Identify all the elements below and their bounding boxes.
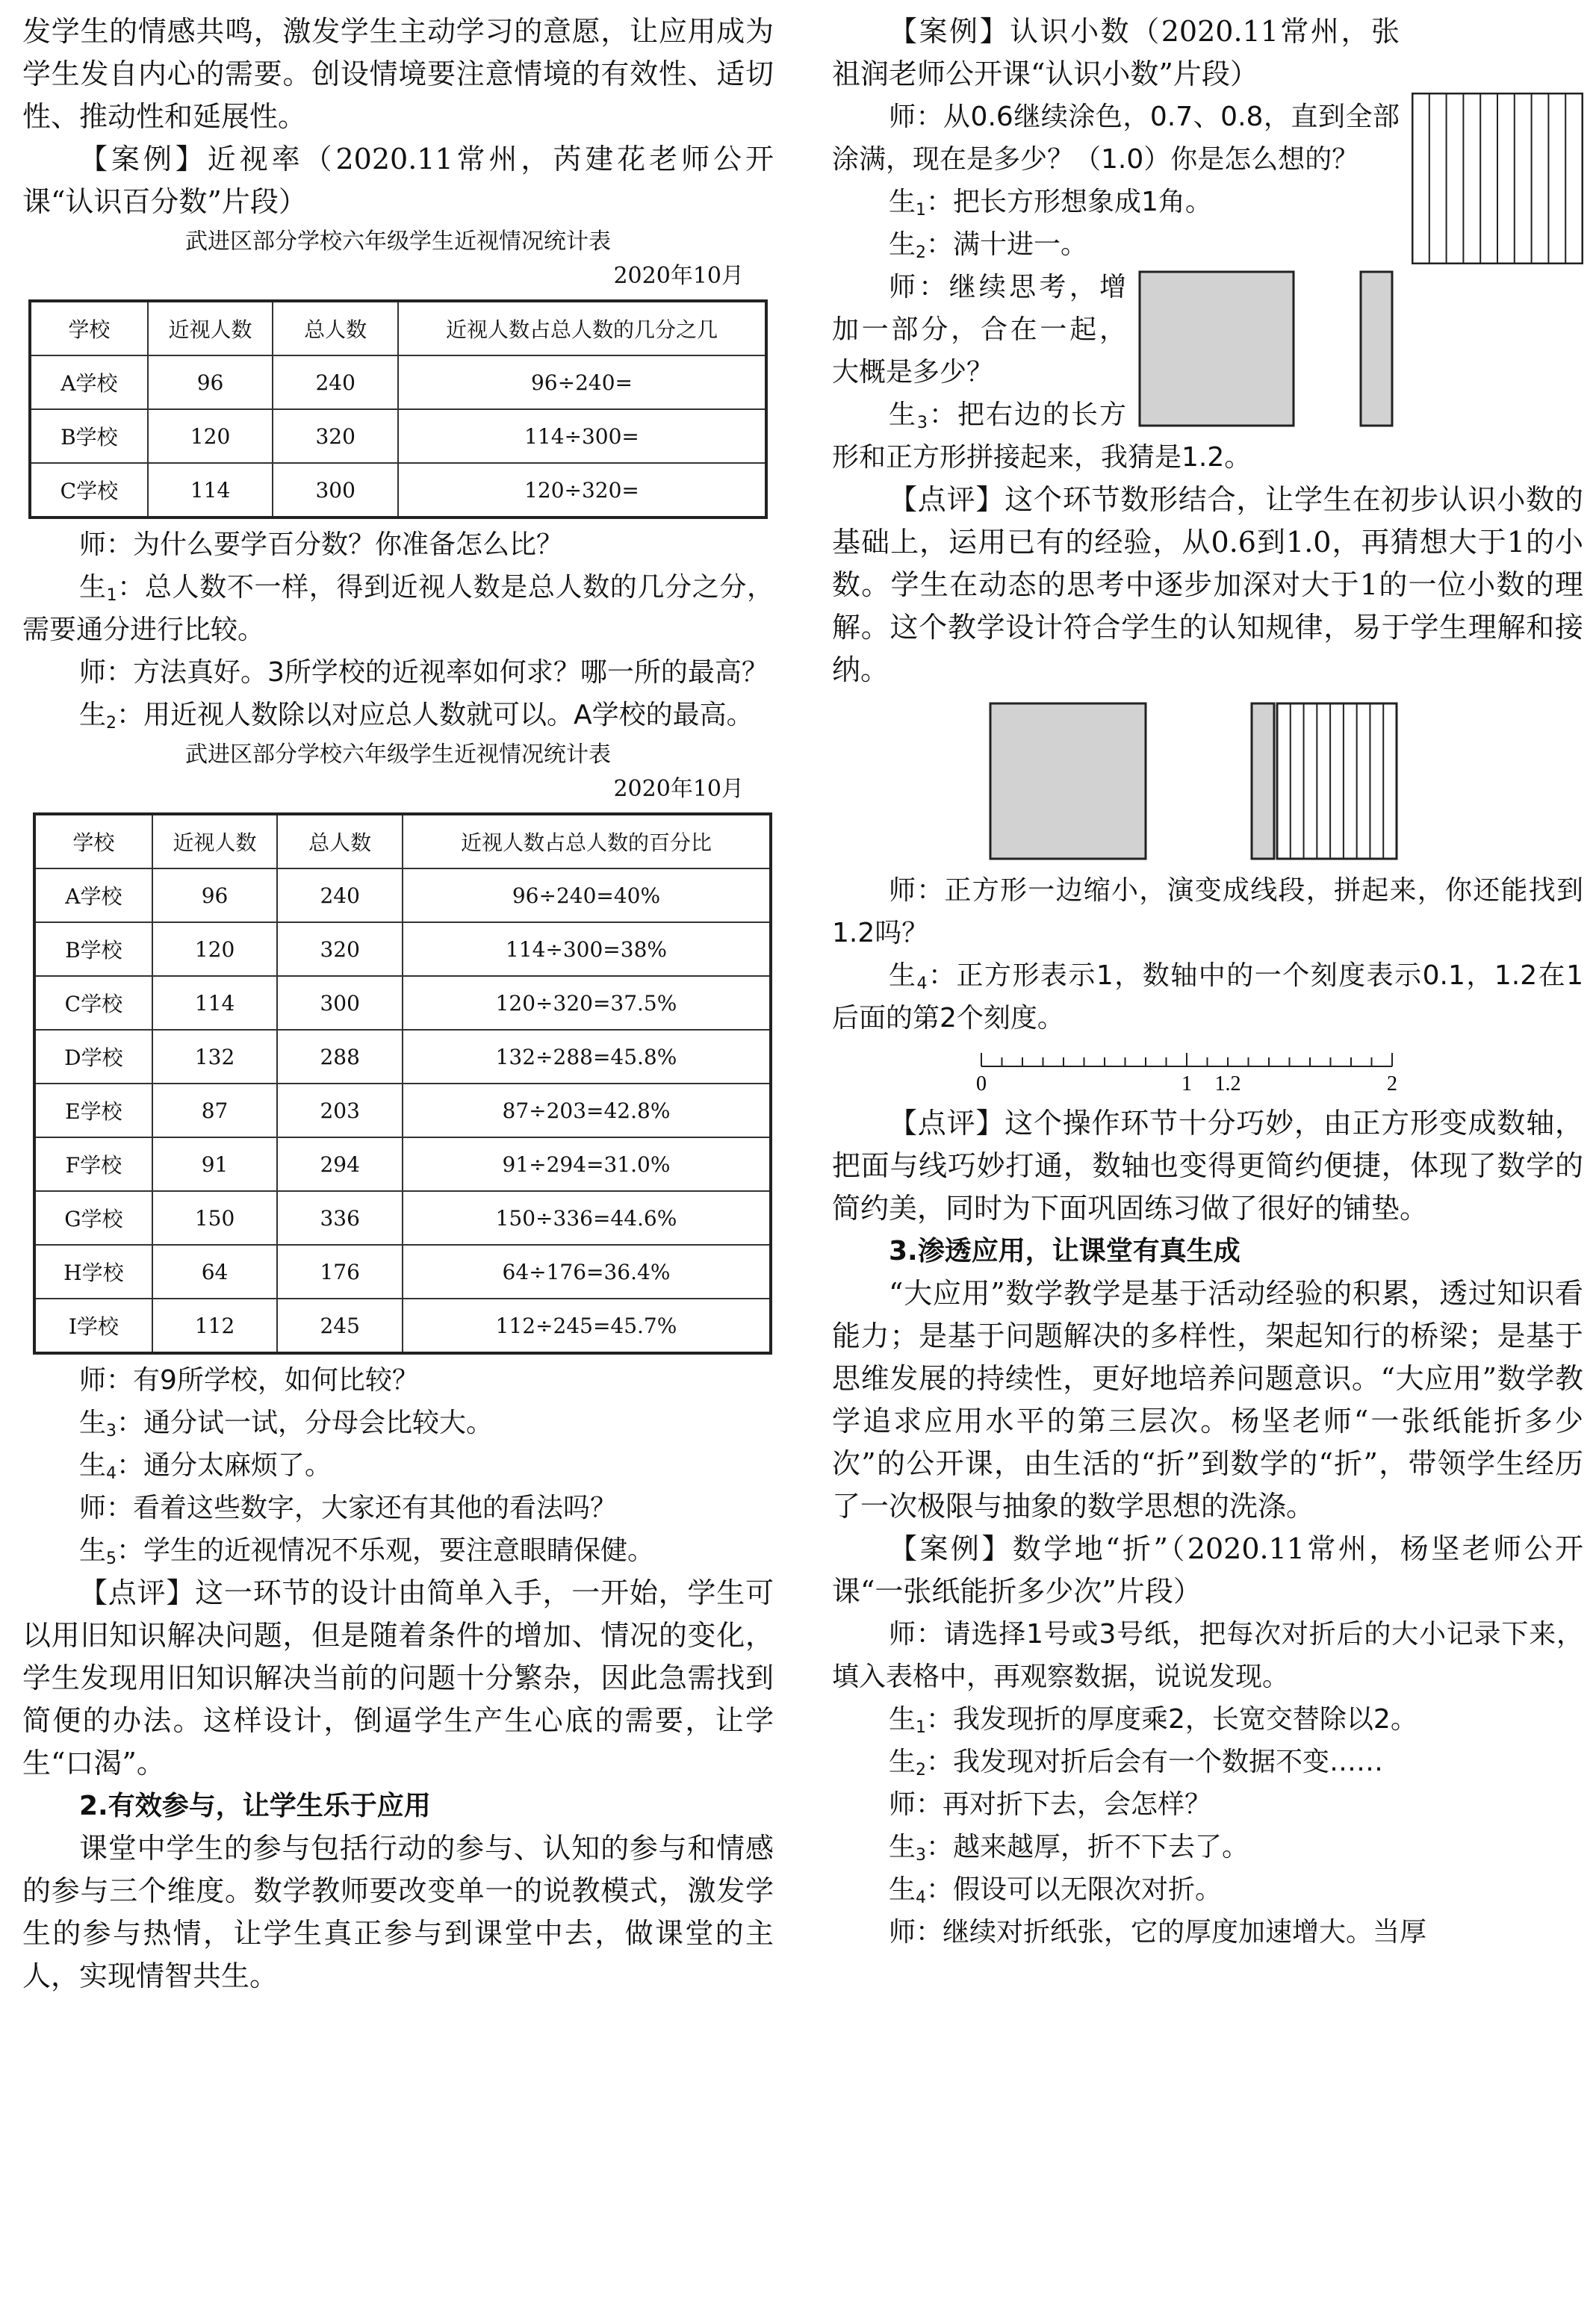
square-and-strip: [1138, 270, 1400, 427]
speaker-index: 1: [916, 1718, 927, 1737]
table-row: [30, 463, 766, 518]
table-cell: 96: [152, 868, 278, 922]
speaker-label: 生: [79, 1408, 107, 1438]
dialogue-text: ：把右边的长方形和正方形拼接起来，我猜是1.2。: [832, 400, 1252, 473]
case-heading-myopia: 【案例】近视率（2020.11常州，芮建花老师公开课“认识百分数”片段）: [22, 143, 774, 218]
dialogue-line: [22, 1529, 774, 1572]
dialogue-line: [22, 694, 774, 736]
dialogue-text: ：假设可以无限次对折。: [926, 1874, 1223, 1905]
table-cell: 120÷320=37.5%: [403, 976, 771, 1030]
table-cell: 150: [152, 1191, 278, 1245]
speaker-index: 4: [916, 975, 928, 993]
table-row: [34, 1191, 771, 1245]
speaker-index: 3: [916, 1846, 927, 1865]
table-cell: A学校: [30, 355, 148, 409]
strips-group: [1250, 702, 1400, 862]
table2-date: 2020年10月: [613, 776, 744, 802]
table1-body: [30, 355, 766, 518]
dialogue-line: [22, 1444, 774, 1487]
table-cell: 288: [277, 1030, 403, 1084]
dialogue-line: [22, 566, 774, 651]
table-cell: 96: [148, 355, 273, 409]
square-vs-strips-figure: [832, 702, 1583, 862]
case-heading-decimals: 【案例】认识小数（2020.11常州，张祖润老师公开课“认识小数”片段）: [832, 15, 1400, 90]
dialogue-text: ：我发现对折后会有一个数据不变……: [926, 1747, 1384, 1777]
dialogue-line: [832, 1741, 1583, 1783]
column-header: 近视人数: [148, 301, 273, 355]
case-heading-folding: 【案例】数学地“折”（2020.11常州，杨坚老师公开课“一张纸能折多少次”片段）: [832, 1532, 1583, 1608]
table-cell: D学校: [34, 1030, 152, 1084]
speaker-index: 2: [106, 714, 117, 733]
table-cell: 240: [277, 868, 403, 922]
dialogue-line: [832, 1826, 1583, 1868]
speaker-label: 生: [79, 1450, 107, 1481]
column-header: 总人数: [277, 814, 403, 868]
dialogue-text: ：学生的近视情况不乐观，要注意眼睛保健。: [117, 1535, 655, 1566]
dialogue-line: [22, 1402, 774, 1444]
table-row: [34, 1137, 771, 1191]
table-cell: 320: [273, 409, 398, 463]
table-cell: C学校: [30, 463, 148, 518]
dialogue-line: 师：方法真好。3所学校的近视率如何求？哪一所的最高？: [79, 657, 768, 688]
speaker-index: 2: [916, 1761, 927, 1780]
table-cell: E学校: [34, 1084, 152, 1137]
dialogue-line: 师：请选择1号或3号纸，把每次对折后的大小记录下来，填入表格中，再观察数据，说说发现。: [832, 1619, 1583, 1692]
speaker-label: 生: [889, 1832, 916, 1862]
section-heading: 3.渗透应用，让课堂有真生成: [889, 1236, 1241, 1266]
table-cell: A学校: [34, 868, 152, 922]
column-header: 近视人数占总人数的几分之几: [398, 301, 766, 355]
table-cell: 120: [152, 922, 278, 976]
section-heading: 2.有效参与，让学生乐于应用: [79, 1791, 431, 1821]
table-cell: 176: [277, 1245, 403, 1299]
table-cell: 96÷240=: [398, 355, 766, 409]
table-row: [34, 1030, 771, 1084]
table-cell: 150÷336=44.6%: [403, 1191, 771, 1245]
dialogue-line: 师：从0.6继续涂色，0.7、0.8，直到全部涂满，现在是多少？（1.0）你是怎么想的？: [832, 102, 1400, 175]
unit-square: [1140, 272, 1294, 426]
number-line: [974, 1044, 1422, 1096]
speaker-index: 2: [916, 243, 927, 262]
dialogue-line: 师：继续对折纸张，它的厚度加速增大。当厚: [889, 1917, 1427, 1948]
table1-date: 2020年10月: [613, 263, 744, 289]
table-cell: 132: [152, 1030, 278, 1084]
dialogue-text: ：总人数不一样，得到近视人数是总人数的几分之分，需要通分进行比较。: [22, 572, 774, 645]
table-cell: 112÷245=45.7%: [403, 1299, 771, 1353]
dialogue-line: 师：继续思考，增加一部分，合在一起，大概是多少？: [832, 272, 1126, 388]
column-header: 学校: [30, 301, 148, 355]
speaker-label: 生: [889, 960, 917, 991]
table-cell: 245: [277, 1299, 403, 1353]
table-cell: 114: [148, 463, 273, 518]
table2-title: 武进区部分学校六年级学生近视情况统计表: [185, 742, 611, 768]
number-line-figure: [832, 1044, 1583, 1099]
table-cell: H学校: [34, 1245, 152, 1299]
speaker-label: 生: [79, 1535, 107, 1566]
table-cell: 112: [152, 1299, 278, 1353]
table-cell: 87: [152, 1084, 278, 1137]
body-paragraph: “大应用”数学教学是基于活动经验的积累，透过知识看能力；是基于问题解决的多样性，架起知行的桥梁；是基于思维发展的持续性，更好地培养问题意识。“大应用”数学教学追求应用水平的第三层次。杨坚老师“一张纸能折多少次”的公开课，由生活的“折”到数学的“折”，带领学生经历了一次极限与抽象的数学思想的洗涤。: [832, 1277, 1583, 1523]
speaker-label: 生: [889, 400, 917, 430]
table-cell: 203: [277, 1084, 403, 1137]
table-row: [34, 868, 771, 922]
table-cell: 96÷240=40%: [403, 868, 771, 922]
axis-tick-label: 2: [1387, 1072, 1397, 1095]
table-cell: 114÷300=38%: [403, 922, 771, 976]
speaker-label: 生: [79, 700, 107, 730]
table-cell: 320: [277, 922, 403, 976]
table-row: [34, 922, 771, 976]
speaker-index: 3: [917, 414, 928, 432]
table-cell: 300: [277, 976, 403, 1030]
table-row: [30, 409, 766, 463]
speaker-index: 5: [106, 1550, 117, 1568]
tenth-strip: [1361, 272, 1392, 426]
table-cell: B学校: [34, 922, 152, 976]
dialogue-text: ：把长方形想象成1角。: [926, 187, 1212, 217]
dialogue-text: ：我发现折的厚度乘2，长宽交替除以2。: [926, 1704, 1418, 1735]
column-header: 学校: [34, 814, 152, 868]
dialogue-line: 师：看着这些数字，大家还有其他的看法吗？: [79, 1493, 618, 1523]
speaker-index: 4: [916, 1889, 927, 1907]
table-cell: 120: [148, 409, 273, 463]
table-cell: 132÷288=45.8%: [403, 1030, 771, 1084]
table-row: [34, 1084, 771, 1137]
speaker-index: 1: [106, 586, 117, 605]
speaker-index: 1: [916, 201, 927, 220]
table-cell: 294: [277, 1137, 403, 1191]
table-cell: 64÷176=36.4%: [403, 1245, 771, 1299]
table-cell: 300: [273, 463, 398, 518]
speaker-label: 生: [889, 1874, 916, 1905]
table-header-row: [34, 814, 771, 868]
speaker-label: 生: [889, 187, 916, 217]
square-and-strip-figure: [1138, 270, 1400, 430]
right-column: [832, 10, 1583, 1954]
comment-paragraph: 【点评】这一环节的设计由简单入手，一开始，学生可以用旧知识解决问题，但是随着条件的增加、情况的变化，学生发现用旧知识解决当前的问题十分繁杂，因此急需找到简便的办法。这样设计，倒逼学生产生心底的需要，让学生“口渴”。: [22, 1576, 774, 1780]
column-header: 近视人数: [152, 814, 278, 868]
table-cell: F学校: [34, 1137, 152, 1191]
table-row: [30, 355, 766, 409]
axis-tick-label: 1.2: [1214, 1072, 1241, 1095]
table-cell: C学校: [34, 976, 152, 1030]
speaker-label: 生: [889, 1747, 916, 1777]
table-cell: B学校: [30, 409, 148, 463]
table-cell: 114÷300=: [398, 409, 766, 463]
speaker-label: 生: [79, 572, 107, 603]
intro-paragraph: 发学生的情感共鸣，激发学生主动学习的意愿，让应用成为学生发自内心的需要。创设情境要注意情境的有效性、适切性、推动性和延展性。: [22, 15, 774, 133]
tenths-rectangle: [1412, 93, 1583, 264]
comment-paragraph: 【点评】这个操作环节十分巧妙，由正方形变成数轴，把面与线巧妙打通，数轴也变得更简约便捷，体现了数学的简约美，同时为下面巩固练习做了很好的铺垫。: [832, 1107, 1583, 1225]
column-header: 近视人数占总人数的百分比: [403, 814, 771, 868]
table-cell: 336: [277, 1191, 403, 1245]
myopia-fraction-table: [28, 299, 768, 519]
dialogue-line: [832, 1868, 1583, 1911]
speaker-index: 3: [106, 1422, 117, 1440]
dialogue-text: ：越来越厚，折不下去了。: [926, 1832, 1249, 1862]
dialogue-line: [832, 954, 1583, 1039]
speaker-label: 生: [889, 1704, 916, 1735]
speaker-label: 生: [889, 229, 916, 260]
table-cell: G学校: [34, 1191, 152, 1245]
table-row: [34, 1245, 771, 1299]
table-cell: 64: [152, 1245, 278, 1299]
table-cell: 87÷203=42.8%: [403, 1084, 771, 1137]
axis-tick-label: 1: [1182, 1072, 1192, 1095]
dialogue-text: ：通分试一试，分母会比较大。: [117, 1408, 494, 1438]
shaded-square: [989, 702, 1149, 862]
dialogue-line: 师：再对折下去，会怎样？: [889, 1789, 1212, 1820]
dialogue-text: ：用近视人数除以对应总人数就可以。A学校的最高。: [117, 700, 754, 730]
table-header-row: [30, 301, 766, 355]
table-row: [34, 1299, 771, 1353]
table-cell: 240: [273, 355, 398, 409]
dialogue-text: ：正方形表示1，数轴中的一个刻度表示0.1，1.2在1后面的第2个刻度。: [832, 960, 1583, 1034]
table-row: [34, 976, 771, 1030]
dialogue-line: 师：有9所学校，如何比较？: [79, 1365, 419, 1396]
table-cell: 114: [152, 976, 278, 1030]
dialogue-text: ：通分太麻烦了。: [117, 1450, 332, 1481]
left-column: [22, 10, 774, 1998]
dialogue-line: 师：正方形一边缩小，演变成线段，拼起来，你还能找到1.2吗？: [832, 875, 1583, 948]
table-cell: I学校: [34, 1299, 152, 1353]
myopia-percent-table: [33, 812, 772, 1355]
table-cell: 91÷294=31.0%: [403, 1137, 771, 1191]
table-cell: 91: [152, 1137, 278, 1191]
axis-tick-label: 0: [976, 1072, 987, 1095]
dialogue-text: ：满十进一。: [926, 229, 1088, 260]
column-header: 总人数: [273, 301, 398, 355]
table1-title: 武进区部分学校六年级学生近视情况统计表: [185, 229, 611, 255]
comment-paragraph: 【点评】这个环节数形结合，让学生在初步认识小数的基础上，运用已有的经验，从0.6到1.0，再猜想大于1的小数。学生在动态的思考中逐步加深对大于1的一位小数的理解。这个教学设计符合学生的认知规律，易于学生理解和接纳。: [832, 483, 1583, 686]
dialogue-line: [832, 1698, 1583, 1741]
body-paragraph: 课堂中学生的参与包括行动的参与、认知的参与和情感的参与三个维度。数学教师要改变单一的说教模式，激发学生的参与热情，让学生真正参与到课堂中去，做课堂的主人，实现情智共生。: [22, 1832, 774, 1992]
table2-body: [34, 868, 771, 1353]
speaker-index: 4: [106, 1464, 117, 1483]
decimal-strip-figure: [1412, 93, 1583, 267]
dialogue-line: 师：为什么要学百分数？你准备怎么比？: [79, 529, 564, 560]
table-cell: 120÷320=: [398, 463, 766, 518]
